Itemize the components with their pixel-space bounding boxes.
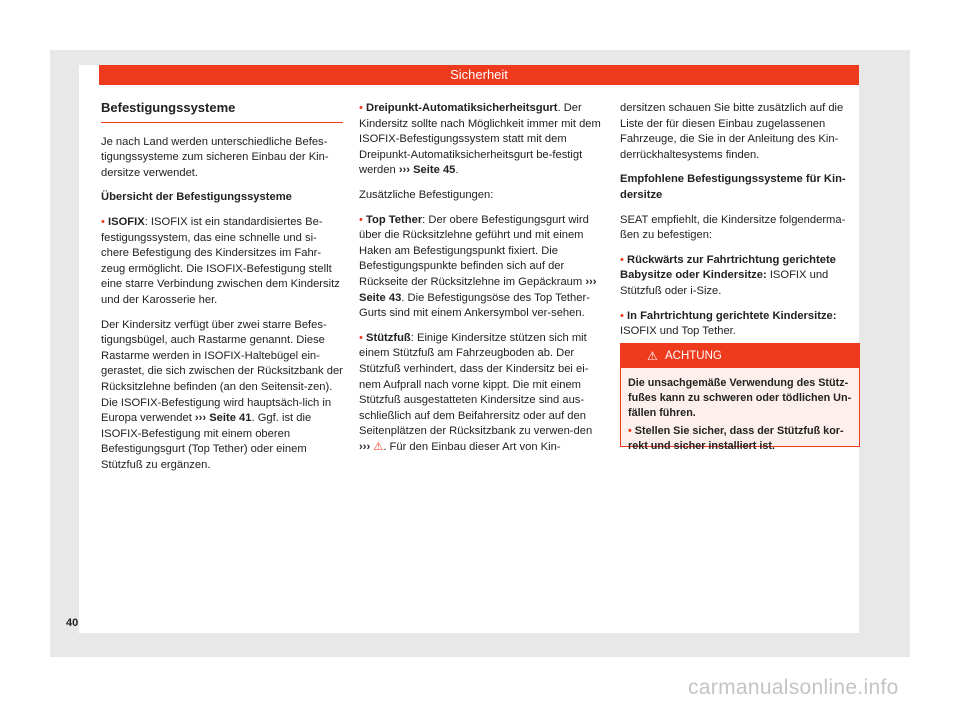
isofix-text: : ISOFIX ist ein standardisiertes Be-festigungssystem, das eine schnelle und si-chere Befestigung des Kindersitzes im Fahr-zeug ermöglicht. Die ISOFIX-Befestigung stellt eine starre Verbindung zwischen dem Kindersitz und der Karosserie her. xyxy=(101,215,340,306)
warning-title: ACHTUNG xyxy=(665,350,722,362)
forward-facing-text: ISOFIX und Top Tether. xyxy=(620,325,736,338)
additional-heading: Zusätzliche Befestigungen: xyxy=(359,188,494,201)
dreipunkt-term: Dreipunkt-Automatiksicherheitsgurt xyxy=(366,102,558,114)
bullet-icon: • xyxy=(628,425,635,437)
warning-bullet xyxy=(628,424,852,454)
bullet-icon: • xyxy=(359,331,367,344)
dreipunkt-item xyxy=(359,101,601,179)
warning-ref[interactable]: ››› xyxy=(359,440,371,453)
isofix-item xyxy=(101,215,343,309)
rastarme-text-end: . Ggf. ist die ISOFIX-Befestigung mit einem oberen Befestigungsgurt (Top Tether) oder einem Stützfuß zu ergänzen. xyxy=(101,412,312,471)
dreipunkt-text: . Der Kindersitz sollte nach Möglichkeit immer mit dem ISOFIX-Befestigungssystem statt mit dem Dreipunkt-Automatiksicherheitsgurt be-festigt werden xyxy=(359,102,601,177)
column-middle xyxy=(359,101,601,464)
toptether-end: . Die Befestigungsöse des Top Tether-Gurts sind mit einem Ankersymbol ver-sehen. xyxy=(359,291,590,320)
section-title: Befestigungssysteme xyxy=(101,100,343,123)
warning-body xyxy=(621,368,859,454)
stuetzfuss-text: : Einige Kindersitze stützen sich mit einem Stützfuß am Fahrzeugboden ab. Der Stützfuß verhindert, dass der Kindersitz bei ei-nem Aufprall nach vorne kippt. Die mit einem Stützfuß ausgestatteten Kindersitze sind aus-schließlich auf dem Beifahrersitz oder auf den Seitenplätzen der Rücksitzbank zu verwen-den xyxy=(359,331,593,438)
page-ref-45[interactable]: ››› Seite 45 xyxy=(398,164,456,177)
warning-box xyxy=(620,343,860,452)
overview-heading: Übersicht der Befestigungssysteme xyxy=(101,191,292,204)
bullet-icon: • xyxy=(359,213,367,226)
column-left xyxy=(101,100,343,482)
dreipunkt-end: . xyxy=(455,164,459,177)
rear-facing-term: Rückwärts zur Fahrtrichtung gerichtete Babysitze oder Kindersitze: xyxy=(620,253,836,282)
stuetzfuss-end: . Für den Einbau dieser Art von Kin- xyxy=(383,440,561,453)
rastarme-text: Der Kindersitz verfügt über zwei starre Befes-tigungsbügel, auch Rastarme genannt. Diese Rastarme werden in ISOFIX-Haltebügel ein-gerastet, die sich zwischen der Rücksitzbank der Rücksitzlehne befinden (an den Seitensit-zen). Die ISOFIX-Befestigung wird hauptsäch-lich in Europa verwendet xyxy=(101,318,343,425)
bullet-icon: • xyxy=(620,309,628,322)
column-right xyxy=(620,101,862,340)
recommended-paragraph: SEAT empfiehlt, die Kindersitze folgenderma-ßen zu befestigen: xyxy=(620,213,846,242)
chapter-header: Sicherheit xyxy=(99,65,859,85)
forward-facing-term: In Fahrtrichtung gerichtete Kindersitze: xyxy=(627,309,837,322)
rastarme-paragraph xyxy=(101,318,343,474)
warning-text: Die unsachgemäße Verwendung des Stütz-fußes kann zu schweren oder tödlichen Un-fällen führen. xyxy=(628,377,852,419)
warning-header xyxy=(621,344,859,368)
recommended-heading: Empfohlene Befestigungssysteme für Kin-dersitze xyxy=(620,173,846,201)
warning-triangle-icon: ⚠ xyxy=(647,349,658,363)
toptether-term: Top Tether xyxy=(366,213,423,226)
rear-facing-text: ISOFIX und Stützfuß oder i-Size. xyxy=(620,269,829,297)
bullet-icon: • xyxy=(359,102,367,114)
stuetzfuss-item xyxy=(359,331,601,456)
continuation-paragraph: dersitzen schauen Sie bitte zusätzlich auf die Liste der für diesen Einbau zugelassenen Fahrzeuge, die Sie in der Anleitung des Kin-derrückhaltesystems finden. xyxy=(620,102,844,161)
rear-facing-item xyxy=(620,253,862,300)
page-number: 40 xyxy=(66,617,79,629)
warning-triangle-icon: ⚠ xyxy=(370,440,384,453)
intro-paragraph: Je nach Land werden unterschiedliche Befes-tigungssysteme zum sicheren Einbau der Kin-dersitze verwendet. xyxy=(101,135,329,179)
warning-bullet-text: Stellen Sie sicher, dass der Stützfuß kor-rekt und sicher installiert ist. xyxy=(628,425,844,452)
toptether-item xyxy=(359,213,601,322)
bullet-icon: • xyxy=(101,215,109,228)
toptether-text: : Der obere Befestigungsgurt wird über die Rücksitzlehne geführt und mit einem Haken am Befestigungspunkt fixiert. Die Befestigungspunkte befinden sich auf der Rückseite der Rücksitzlehne im Gepäckraum xyxy=(359,213,589,288)
forward-facing-item xyxy=(620,309,862,340)
watermark: carmanualsonline.info xyxy=(688,676,899,699)
bullet-icon: • xyxy=(620,253,628,266)
isofix-term: ISOFIX xyxy=(108,215,145,228)
page-ref-43[interactable]: ››› Seite 43 xyxy=(359,275,597,304)
stuetzfuss-term: Stützfuß xyxy=(366,331,411,344)
page-ref-41[interactable]: ››› Seite 41 xyxy=(194,412,252,425)
